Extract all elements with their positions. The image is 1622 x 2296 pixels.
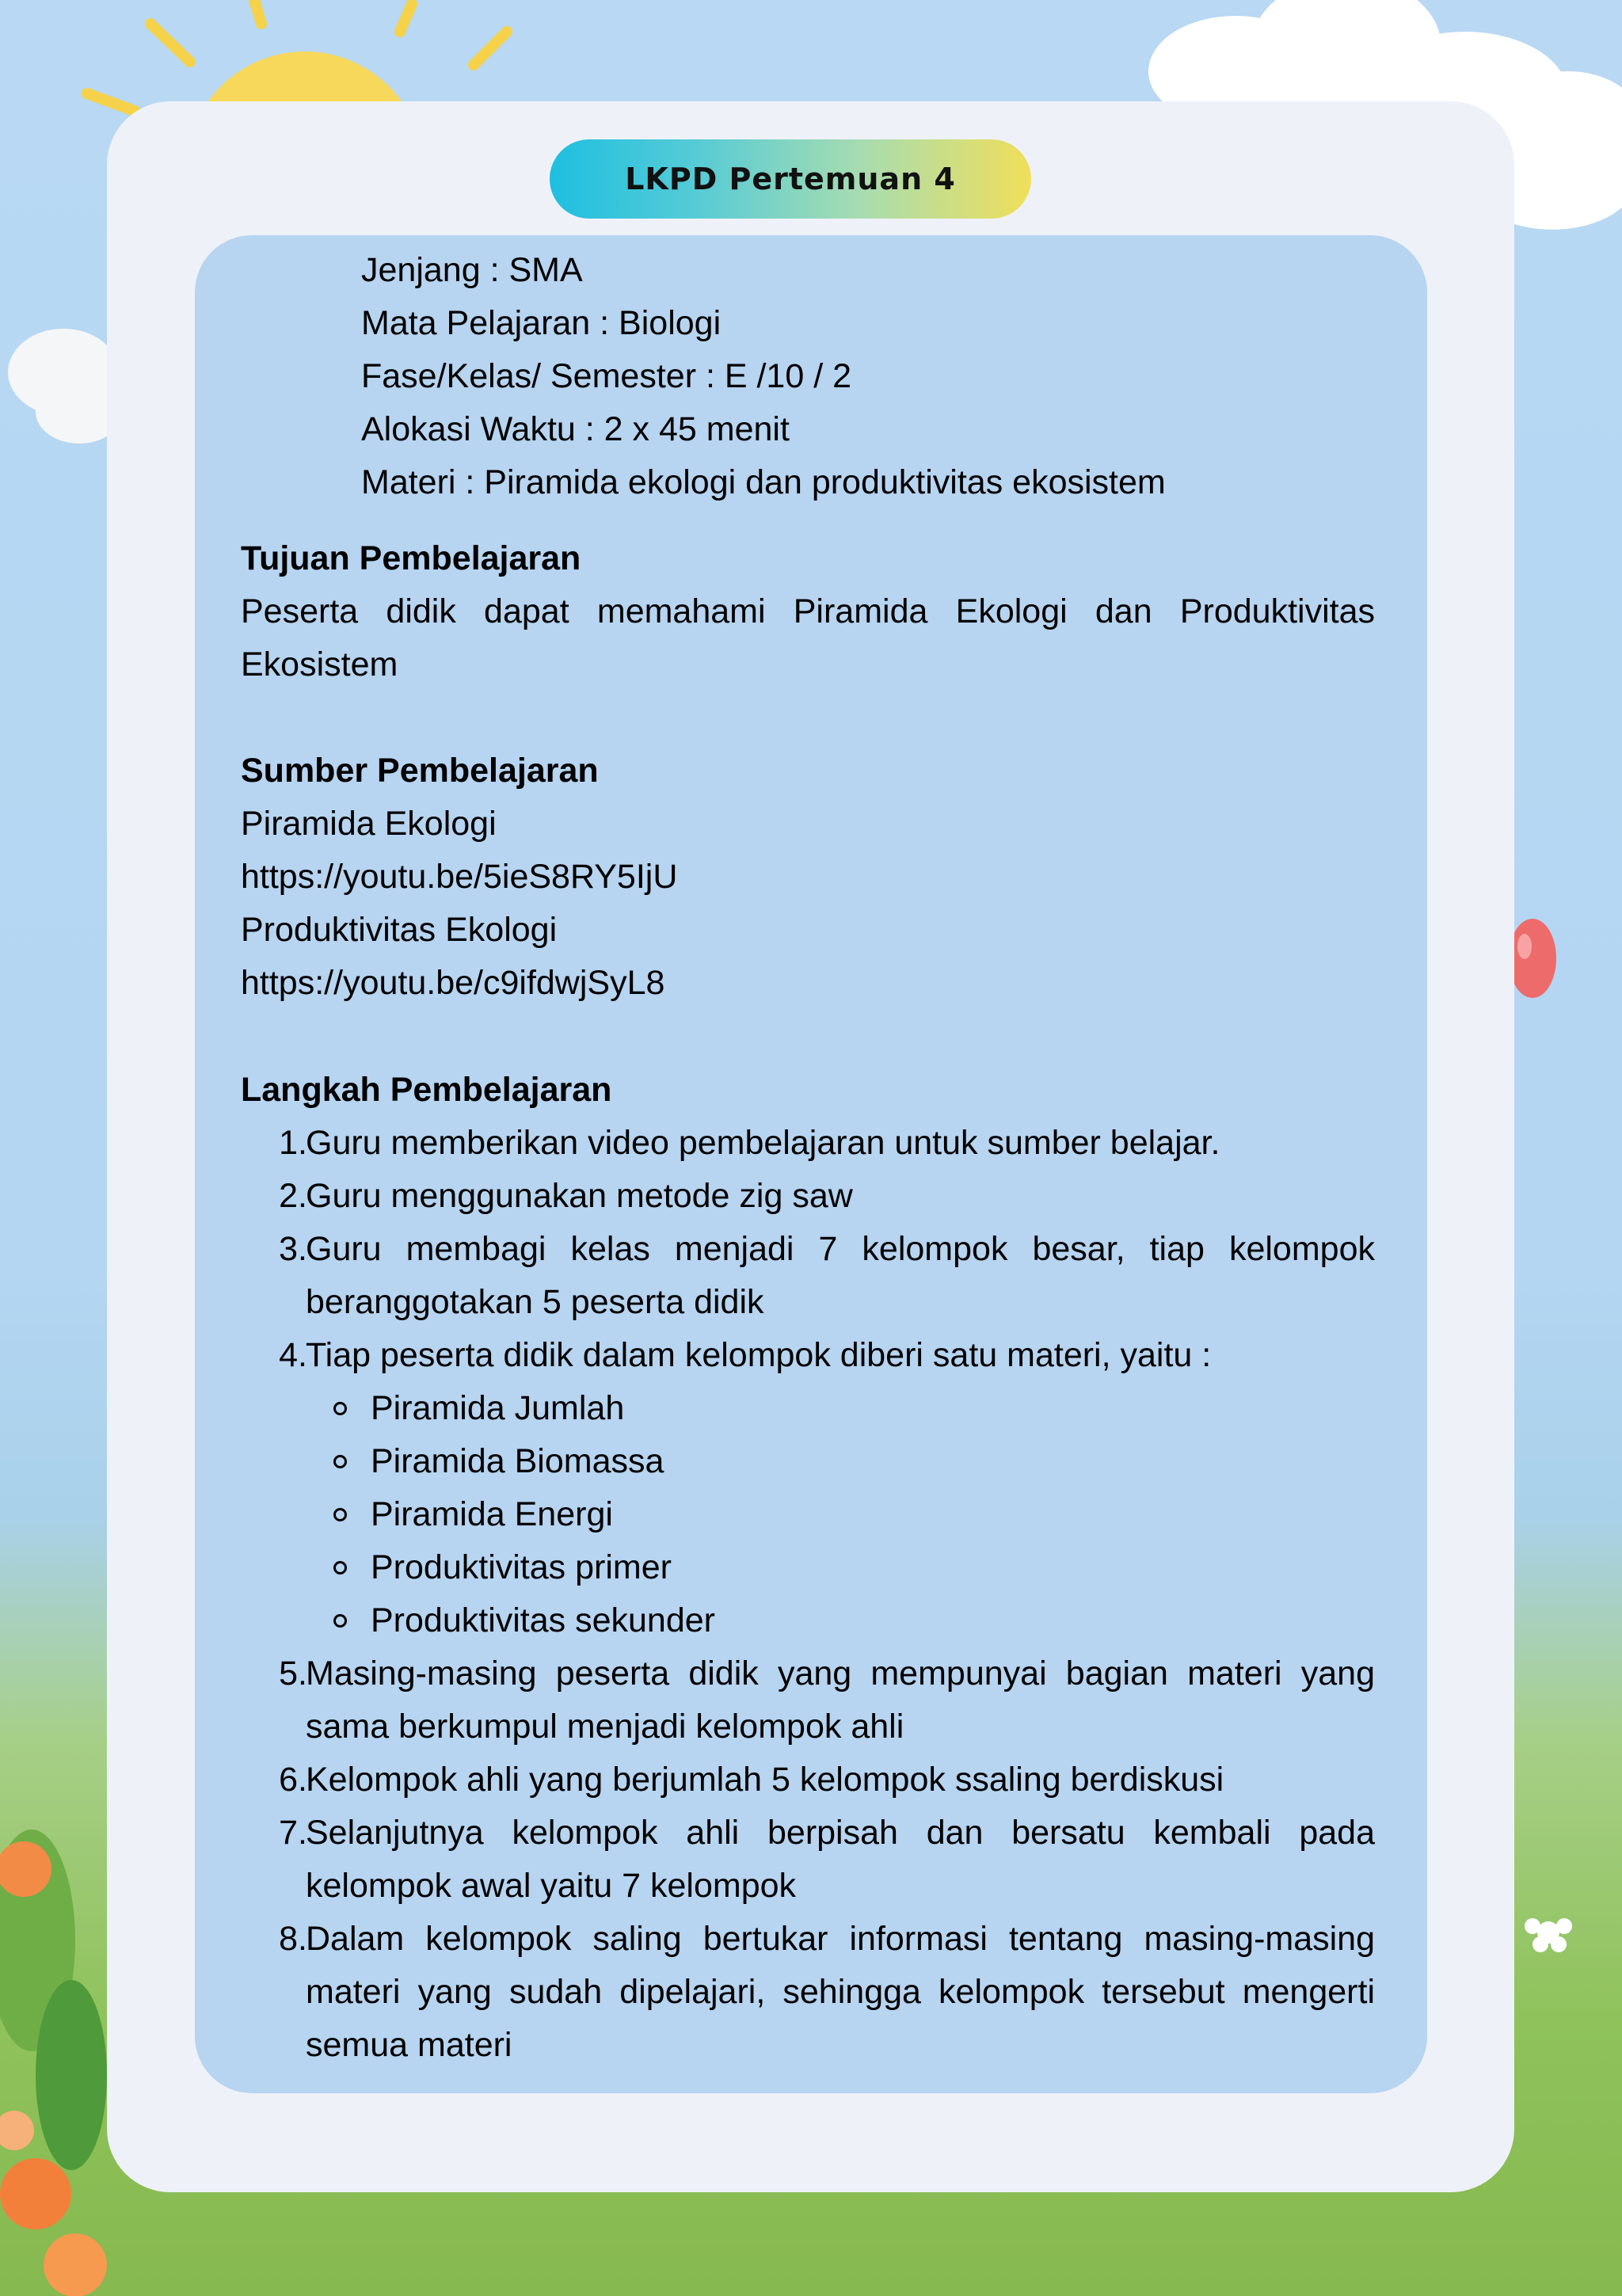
- info-jenjang: Jenjang : SMA: [361, 251, 583, 289]
- page-title: LKPD Pertemuan 4: [550, 139, 1031, 219]
- bullet-icon: [333, 1402, 347, 1415]
- sub-item: Produktivitas sekunder: [371, 1601, 715, 1639]
- tujuan-text: Peserta didik dapat memahami Piramida Ekologi dan Produktivitas: [241, 592, 1375, 630]
- source-label: Produktivitas Ekologi: [241, 911, 558, 949]
- bullet-icon: [333, 1614, 347, 1628]
- section-heading-sumber: Sumber Pembelajaran: [241, 752, 599, 790]
- cloud-icon: [8, 329, 123, 444]
- step-text: Masing-masing peserta didik yang mempunyai bagian materi yang: [306, 1654, 1375, 1692]
- step-text: Guru membagi kelas menjadi 7 kelompok besar, tiap kelompok: [306, 1230, 1375, 1268]
- step-text: Guru menggunakan metode zig saw: [306, 1177, 853, 1215]
- balloon-icon: [1509, 919, 1556, 998]
- step-number: 6.: [279, 1761, 307, 1799]
- info-mata-pelajaran: Mata Pelajaran : Biologi: [361, 304, 722, 342]
- step-text: materi yang sudah dipelajari, sehingga kelompok tersebut mengerti: [306, 1973, 1375, 2011]
- source-label: Piramida Ekologi: [241, 805, 497, 843]
- step-number: 8.: [279, 1920, 307, 1958]
- step-text: Tiap peserta didik dalam kelompok diberi satu materi, yaitu :: [306, 1336, 1212, 1374]
- bullet-icon: [333, 1561, 347, 1574]
- step-number: 3.: [279, 1230, 307, 1268]
- info-alokasi-waktu: Alokasi Waktu : 2 x 45 menit: [361, 410, 790, 448]
- step-text: Guru memberikan video pembelajaran untuk sumber belajar.: [306, 1124, 1220, 1162]
- step-text: beranggotakan 5 peserta didik: [306, 1283, 764, 1321]
- step-text: sama berkumpul menjadi kelompok ahli: [306, 1708, 904, 1746]
- section-heading-tujuan: Tujuan Pembelajaran: [241, 539, 581, 577]
- info-fase-kelas: Fase/Kelas/ Semester : E /10 / 2: [361, 357, 852, 395]
- sub-item: Piramida Jumlah: [371, 1389, 625, 1427]
- step-number: 4.: [279, 1336, 307, 1374]
- step-number: 5.: [279, 1654, 307, 1692]
- step-text: Selanjutnya kelompok ahli berpisah dan bersatu kembali pada: [306, 1814, 1375, 1852]
- step-number: 2.: [279, 1177, 307, 1215]
- sub-item: Piramida Energi: [371, 1495, 613, 1533]
- step-text: kelompok awal yaitu 7 kelompok: [306, 1867, 797, 1905]
- daisy-icon: [1525, 1918, 1572, 1952]
- step-number: 1.: [279, 1124, 307, 1162]
- sub-item: Piramida Biomassa: [371, 1442, 664, 1480]
- source-link[interactable]: https://youtu.be/c9ifdwjSyL8: [241, 964, 665, 1002]
- section-heading-langkah: Langkah Pembelajaran: [241, 1071, 612, 1109]
- bullet-icon: [333, 1455, 347, 1468]
- step-number: 7.: [279, 1814, 307, 1852]
- step-text: semua materi: [306, 2026, 512, 2064]
- bullet-icon: [333, 1508, 347, 1521]
- sub-item: Produktivitas primer: [371, 1548, 672, 1586]
- tujuan-text: Ekosistem: [241, 645, 398, 683]
- step-text: Kelompok ahli yang berjumlah 5 kelompok ssaling berdiskusi: [306, 1761, 1224, 1799]
- source-link[interactable]: https://youtu.be/5ieS8RY5IjU: [241, 858, 678, 896]
- info-materi: Materi : Piramida ekologi dan produktivitas ekosistem: [361, 463, 1166, 501]
- flowers-icon: [0, 1830, 107, 2296]
- step-text: Dalam kelompok saling bertukar informasi tentang masing-masing: [306, 1920, 1375, 1958]
